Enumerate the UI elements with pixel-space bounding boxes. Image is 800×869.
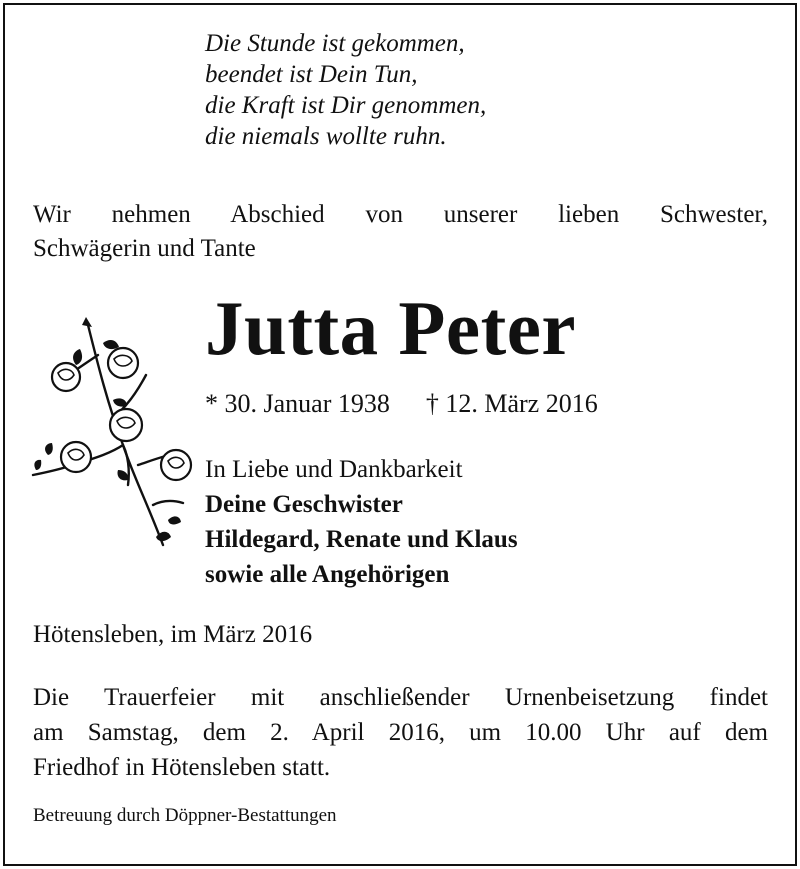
undertaker-credit: Betreuung durch Döppner-Bestattungen bbox=[33, 805, 337, 826]
family-signature bbox=[205, 452, 518, 592]
poem-line: beendet ist Dein Tun, bbox=[205, 61, 418, 88]
death-date: † 12. März 2016 bbox=[425, 389, 598, 418]
birth-date: * 30. Januar 1938 bbox=[205, 389, 390, 418]
poem-line: die niemals wollte ruhn. bbox=[205, 123, 447, 150]
family-line: In Liebe und Dankbarkeit bbox=[205, 456, 463, 483]
poem-line: Die Stunde ist gekommen, bbox=[205, 30, 465, 57]
life-dates bbox=[205, 387, 598, 421]
funeral-notice bbox=[33, 680, 768, 785]
poem bbox=[205, 28, 486, 152]
deceased-name: Jutta Peter bbox=[205, 285, 577, 371]
funeral-line: am Samstag, dem 2. April 2016, um 10.00 Uhr auf dem bbox=[33, 719, 768, 746]
intro-line: Wir nehmen Abschied von unserer lieben Schwester, bbox=[33, 201, 768, 228]
roses-icon bbox=[28, 305, 208, 555]
intro-line: Schwägerin und Tante bbox=[33, 235, 256, 262]
poem-line: die Kraft ist Dir genommen, bbox=[205, 92, 487, 119]
family-line: Hildegard, Renate und Klaus bbox=[205, 526, 518, 553]
family-line: Deine Geschwister bbox=[205, 491, 403, 518]
funeral-line: Die Trauerfeier mit anschließender Urnenbeisetzung findet bbox=[33, 684, 768, 711]
farewell-intro bbox=[33, 198, 768, 266]
family-line: sowie alle Angehörigen bbox=[205, 561, 450, 588]
place-date: Hötensleben, im März 2016 bbox=[33, 621, 313, 648]
funeral-line: Friedhof in Hötensleben statt. bbox=[33, 754, 331, 781]
